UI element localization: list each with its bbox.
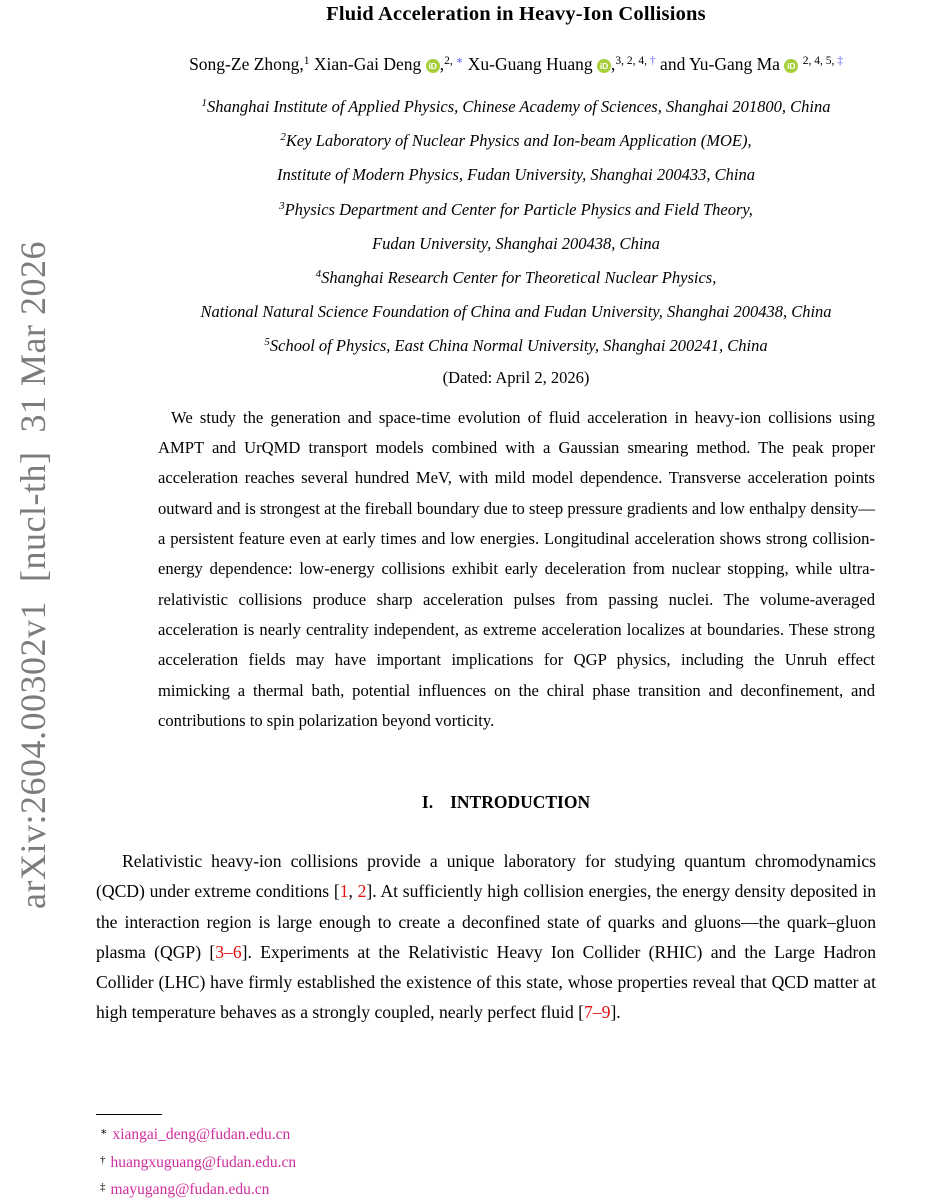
footnote-symbol-link[interactable]: † xyxy=(649,55,656,67)
body-text: , xyxy=(348,881,358,902)
footnote-marker: ∗ xyxy=(100,1126,108,1138)
paper-title: Fluid Acceleration in Heavy-Ion Collisions xyxy=(326,3,706,25)
affiliation-number: 5 xyxy=(264,336,270,349)
footnote xyxy=(96,1148,296,1176)
email-link[interactable]: huangxuguang@fudan.edu.cn xyxy=(110,1153,297,1171)
author-line xyxy=(96,50,936,75)
affiliation-number: 1 xyxy=(201,97,207,109)
affiliation-line xyxy=(96,327,936,361)
affiliation-line xyxy=(96,259,936,293)
author-name: and Yu-Gang Ma xyxy=(655,54,785,74)
affiliation-line xyxy=(96,156,936,190)
affiliation-text: Physics Department and Center for Particle Physics and Field Theory, xyxy=(284,199,753,219)
affiliation-number: 4 xyxy=(315,268,322,281)
affiliation-text: School of Physics, East China Normal University, Shanghai 200241, China xyxy=(269,336,768,356)
arxiv-watermark: arXiv:2604.00302v1 [nucl-th] 31 Mar 2026 xyxy=(13,241,53,909)
author-name: , xyxy=(439,54,445,74)
abstract-text: We study the generation and space-time evolution of fluid acceleration in heavy-ion collisions using AMPT and UrQMD transport models combined with a Gaussian smearing method. The peak proper acceleration reaches several hundred MeV, with mild model dependence. Transverse acceleration points outward and is strongest at the fireball boundary due to steep pressure gradients and low enthalpy density—a persistent feature even at early times and low energies. Longitudinal acceleration shows strong collision-energy dependence: low-energy collisions exhibit early deceleration from nuclear stopping, while ultra-relativistic collisions produce sharp acceleration pulses from passing nuclei. The volume-averaged acceleration is nearly centrality independent, as extreme acceleration localizes at boundaries. These strong acceleration fields may have important implications for QGP physics, including the Unruh effect mimicking a thermal bath, potential influences on the chiral phase transition and deconfinement, and contributions to spin polarization beyond vorticity. xyxy=(158,407,875,730)
affiliation-line xyxy=(96,88,936,122)
footnote-symbol-link[interactable]: ∗ xyxy=(455,55,464,67)
orcid-icon[interactable]: iD xyxy=(597,59,611,73)
affiliation-ref: 1 xyxy=(303,55,310,67)
author-name: Xian-Gai Deng xyxy=(309,54,426,74)
affiliation-text: Institute of Modern Physics, Fudan University, Shanghai 200433, China xyxy=(276,165,755,185)
author-name: Song-Ze Zhong, xyxy=(189,54,304,74)
affiliation-line xyxy=(96,191,936,225)
affiliation-text: Shanghai Institute of Applied Physics, Chinese Academy of Sciences, Shanghai 201800, China xyxy=(206,97,831,116)
footnote xyxy=(96,1120,296,1148)
footnote-symbol-link[interactable]: ‡ xyxy=(837,55,843,67)
citation-link[interactable]: 7–9 xyxy=(584,1002,611,1023)
body-text: ]. xyxy=(610,1002,621,1023)
affiliation-line xyxy=(96,122,936,156)
affiliation-text: Fudan University, Shanghai 200438, China xyxy=(372,233,660,253)
paper-header xyxy=(96,0,936,393)
body-text: ]. Experiments at the Relativistic Heavy Ion Collider (RHIC) and the Large Hadron Collider (LHC) have firmly established the existence of this state, whose properties reveal that QCD matter at high temperature behaves as a strongly coupled, nearly perfect fluid [ xyxy=(96,941,876,1023)
footnote-marker: ‡ xyxy=(100,1181,106,1194)
affiliation-text: National Natural Science Foundation of China and Fudan University, Shanghai 200438, China xyxy=(200,302,832,322)
body-text: Relativistic heavy-ion collisions provide a unique laboratory for studying quantum chromodynamics (QCD) under extreme conditions [ xyxy=(96,851,876,902)
footnote-list xyxy=(96,1120,296,1200)
body-text: ]. At sufficiently high collision energies, the energy density deposited in the interaction region is large enough to create a deconfined state of quarks and gluons—the quark–gluon plasma (QGP) [ xyxy=(96,881,876,962)
section-heading xyxy=(96,792,916,813)
affiliation-text: Shanghai Research Center for Theoretical Nuclear Physics, xyxy=(321,268,717,288)
affiliation-ref: 3, 2, 4, xyxy=(615,55,650,67)
footnote xyxy=(96,1175,296,1200)
affiliation-text: Key Laboratory of Nuclear Physics and Ion-beam Application (MOE), xyxy=(285,131,752,151)
footnote-rule xyxy=(96,1114,162,1115)
section-number: I. xyxy=(421,792,434,813)
affiliation-number: 3 xyxy=(279,199,285,212)
footnote-marker: † xyxy=(100,1153,106,1166)
affiliation-list xyxy=(96,88,936,362)
author-name: Xu-Guang Huang xyxy=(463,54,598,74)
section-title: INTRODUCTION xyxy=(450,792,591,813)
orcid-icon[interactable]: iD xyxy=(426,59,440,73)
affiliation-ref: 2, 4, 5, xyxy=(802,55,838,67)
affiliation-number: 2 xyxy=(280,131,286,144)
introduction-paragraph xyxy=(96,846,876,1027)
author-name: , xyxy=(611,54,616,74)
citation-link[interactable]: 3–6 xyxy=(215,941,242,962)
citation-link[interactable]: 2 xyxy=(357,881,367,902)
email-link[interactable]: xiangai_deng@fudan.edu.cn xyxy=(112,1126,291,1143)
date-line: (Dated: April 2, 2026) xyxy=(442,367,590,387)
citation-link[interactable]: 1 xyxy=(339,881,349,902)
email-link[interactable]: mayugang@fudan.edu.cn xyxy=(110,1181,270,1199)
affiliation-ref: 2, xyxy=(444,55,456,67)
footnote-block xyxy=(96,1114,296,1200)
affiliation-line xyxy=(96,293,936,327)
orcid-icon[interactable]: iD xyxy=(784,59,798,73)
affiliation-line xyxy=(96,225,936,259)
